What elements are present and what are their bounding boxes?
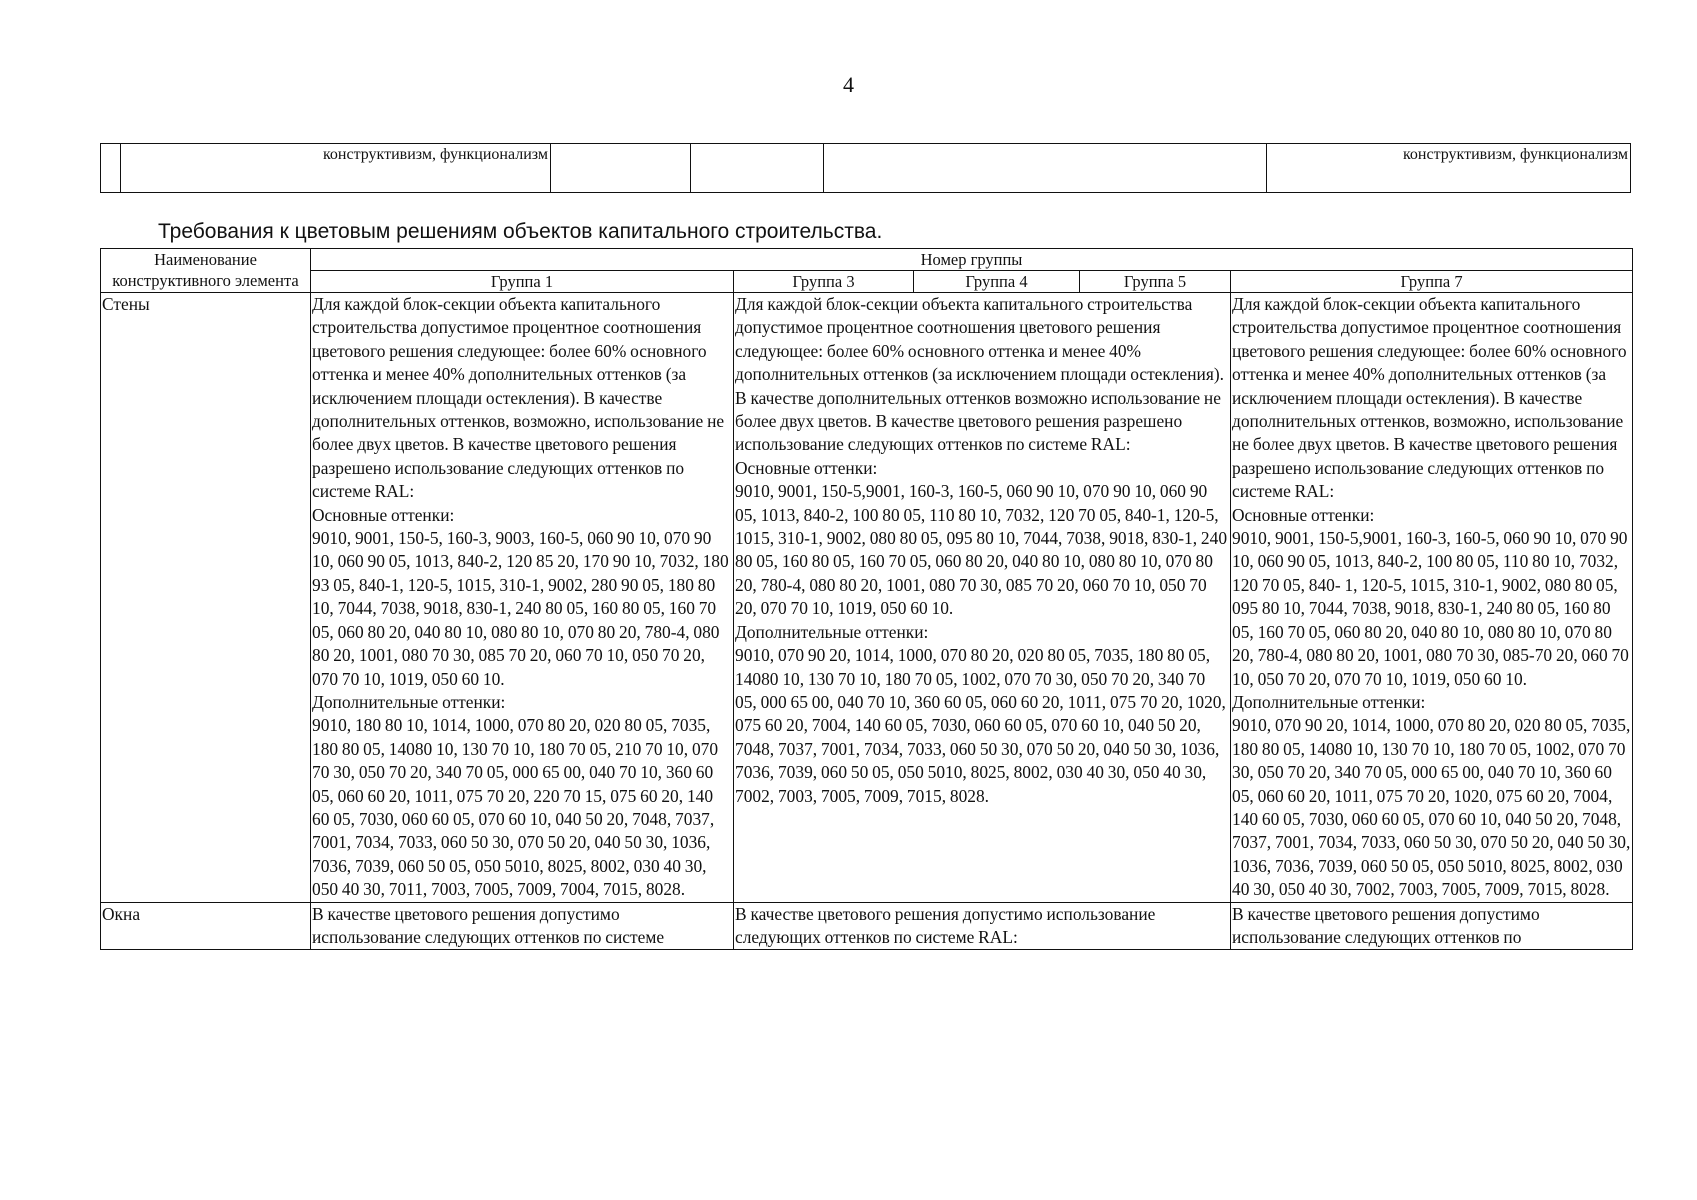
table-cell <box>101 144 121 193</box>
paragraph: Дополнительные оттенки: <box>1232 691 1426 712</box>
walls-group1-text <box>311 293 734 903</box>
paragraph: Для каждой блок-секции объекта капитального строительства допустимое процентное соотношения цветового решения следующее: более 60% основного оттенка и менее 40% дополнительных оттенков (за исключением площади остекления). В качестве дополнительных оттенков, возможно, использование не более двух цветов. В качестве цветового решения разрешено использование следующих оттенков по системе RAL: <box>1232 294 1627 502</box>
windows-group1-text: В качестве цветового решения допустимо использование следующих оттенков по системе <box>311 902 734 950</box>
color-requirements-table <box>100 248 1633 950</box>
table-row <box>101 144 1631 193</box>
table-cell <box>824 144 1267 193</box>
paragraph: 9010, 070 90 20, 1014, 1000, 070 80 20, 020 80 05, 7035, 180 80 05, 14080 10, 130 70 10, 180 70 05, 1002, 070 70 30, 050 70 20, 340 70 05, 000 65 00, 040 70 10, 360 60 05, 060 60 20, 1011, 075 70 20, 1020, 075 60 20, 7004, 140 60 05, 7030, 060 60 05, 070 60 10, 040 50 20, 7048, 7037, 7001, 7034, 7033, 060 50 30, 070 50 20, 040 50 30, 1036, 7036, 7039, 060 50 05, 050 5010, 8025, 8002, 030 40 30, 050 40 30, 7002, 7003, 7005, 7009, 7015, 8028. <box>735 645 1226 806</box>
row-name-windows: Окна <box>101 902 311 950</box>
walls-group345-text <box>734 293 1231 903</box>
header-element-name: Наименование конструктивного элемента <box>101 249 311 293</box>
table-cell <box>691 144 824 193</box>
paragraph: Для каждой блок-секции объекта капитального строительства допустимое процентное соотношения цветового решения следующее: более 60% основного оттенка и менее 40% дополнительных оттенков (за исключением площади остекления). В качестве дополнительных оттенков, возможно, использование не более двух цветов. В качестве цветового решения разрешено использование следующих оттенков по системе RAL: <box>312 294 725 502</box>
windows-group345-text: В качестве цветового решения допустимо использование следующих оттенков по системе RAL: <box>734 902 1231 950</box>
table-row-windows <box>101 902 1633 950</box>
paragraph: Для каждой блок-секции объекта капитального строительства допустимое процентное соотношения цветового решения следующее: более 60% основного оттенка и менее 40% дополнительных оттенков (за исключением площади остекления). В качестве дополнительных оттенков возможно использование не более двух цветов. В качестве цветового решения разрешено использование следующих оттенков по системе RAL: <box>735 294 1224 455</box>
paragraph: 9010, 180 80 10, 1014, 1000, 070 80 20, 020 80 05, 7035, 180 80 05, 14080 10, 130 70 10, 180 70 05, 210 70 10, 070 70 30, 050 70 20, 340 70 05, 000 65 00, 040 70 10, 360 60 05, 060 60 20, 1011, 075 70 20, 220 70 15, 075 60 20, 140 60 05, 7030, 060 60 05, 070 60 10, 040 50 20, 7048, 7037, 7001, 7034, 7033, 060 50 30, 070 50 20, 040 50 30, 1036, 7036, 7039, 060 50 05, 050 5010, 8025, 8002, 030 40 30, 050 40 30, 7011, 7003, 7005, 7009, 7004, 7015, 8028. <box>312 715 719 900</box>
header-row <box>101 249 1633 271</box>
header-group-1: Группа 1 <box>311 271 734 293</box>
cont-col3-text: конструктивизм, функционализм <box>121 144 551 193</box>
page-number: 4 <box>843 72 854 97</box>
walls-group7-text <box>1231 293 1633 903</box>
header-group-number: Номер группы <box>311 249 1633 271</box>
header-group-5: Группа 5 <box>1080 271 1231 293</box>
table-row-walls <box>101 293 1633 903</box>
paragraph: Основные оттенки: <box>735 457 878 478</box>
paragraph: Основные оттенки: <box>1232 504 1375 525</box>
paragraph: 9010, 9001, 150-5, 160-3, 9003, 160-5, 060 90 10, 070 90 10, 060 90 05, 1013, 840-2, 120 85 20, 170 90 10, 7032, 180 93 05, 840-1, 120-5, 1015, 310-1, 9002, 280 90 05, 180 80 10, 7044, 7038, 9018, 830-1, 240 80 05, 160 80 05, 160 70 05, 060 80 20, 040 80 10, 080 80 10, 070 80 20, 780-4, 080 80 20, 1001, 080 70 30, 085 70 20, 060 70 10, 050 70 20, 070 70 10, 1019, 050 60 10. <box>312 528 729 689</box>
paragraph: 9010, 9001, 150-5,9001, 160-3, 160-5, 060 90 10, 070 90 10, 060 90 05, 1013, 840-2, 100 80 05, 110 80 10, 7032, 120 70 05, 840-1, 120-5, 1015, 310-1, 9002, 080 80 05, 095 80 10, 7044, 7038, 9018, 830-1, 240 80 05, 160 80 05, 160 70 05, 060 80 20, 040 80 10, 080 80 10, 070 80 20, 780-4, 080 80 20, 1001, 080 70 30, 085 70 20, 060 70 10, 050 70 20, 070 70 10, 1019, 050 60 10. <box>735 481 1228 619</box>
paragraph: 9010, 070 90 20, 1014, 1000, 070 80 20, 020 80 05, 7035, 180 80 05, 14080 10, 130 70 10, 180 70 05, 1002, 070 70 30, 050 70 20, 340 70 05, 000 65 00, 040 70 10, 360 60 05, 060 60 20, 1011, 075 70 20, 1020, 075 60 20, 7004, 140 60 05, 7030, 060 60 05, 070 60 10, 040 50 20, 7048, 7037, 7001, 7034, 7033, 060 50 30, 070 50 20, 040 50 30, 1036, 7036, 7039, 060 50 05, 050 5010, 8025, 8002, 030 40 30, 050 40 30, 7002, 7003, 7005, 7009, 7015, 8028. <box>1232 715 1631 900</box>
paragraph: Основные оттенки: <box>312 504 455 525</box>
paragraph: Дополнительные оттенки: <box>735 621 929 642</box>
header-group-7: Группа 7 <box>1231 271 1633 293</box>
section-title: Требования к цветовым решениям объектов капитального строительства. <box>158 220 883 243</box>
header-group-3: Группа 3 <box>734 271 914 293</box>
table-cell <box>551 144 691 193</box>
header-groups-row <box>101 271 1633 293</box>
paragraph: 9010, 9001, 150-5,9001, 160-3, 160-5, 060 90 10, 070 90 10, 060 90 05, 1013, 840-2, 100 80 05, 110 80 10, 7032, 120 70 05, 840- 1, 120-5, 1015, 310-1, 9002, 080 80 05, 095 80 10, 7044, 7038, 9018, 830-1, 240 80 05, 160 80 05, 160 70 05, 060 80 20, 040 80 10, 080 80 10, 070 80 20, 780-4, 080 80 20, 1001, 080 70 30, 085-70 20, 060 70 10, 050 70 20, 070 70 10, 1019, 050 60 10. <box>1232 528 1629 689</box>
header-group-4: Группа 4 <box>914 271 1080 293</box>
cont-col7-text: конструктивизм, функционализм <box>1267 144 1631 193</box>
paragraph: Дополнительные оттенки: <box>312 691 506 712</box>
row-name-walls: Стены <box>101 293 311 903</box>
continuation-table <box>100 143 1631 193</box>
windows-group7-text: В качестве цветового решения допустимо использование следующих оттенков по <box>1231 902 1633 950</box>
